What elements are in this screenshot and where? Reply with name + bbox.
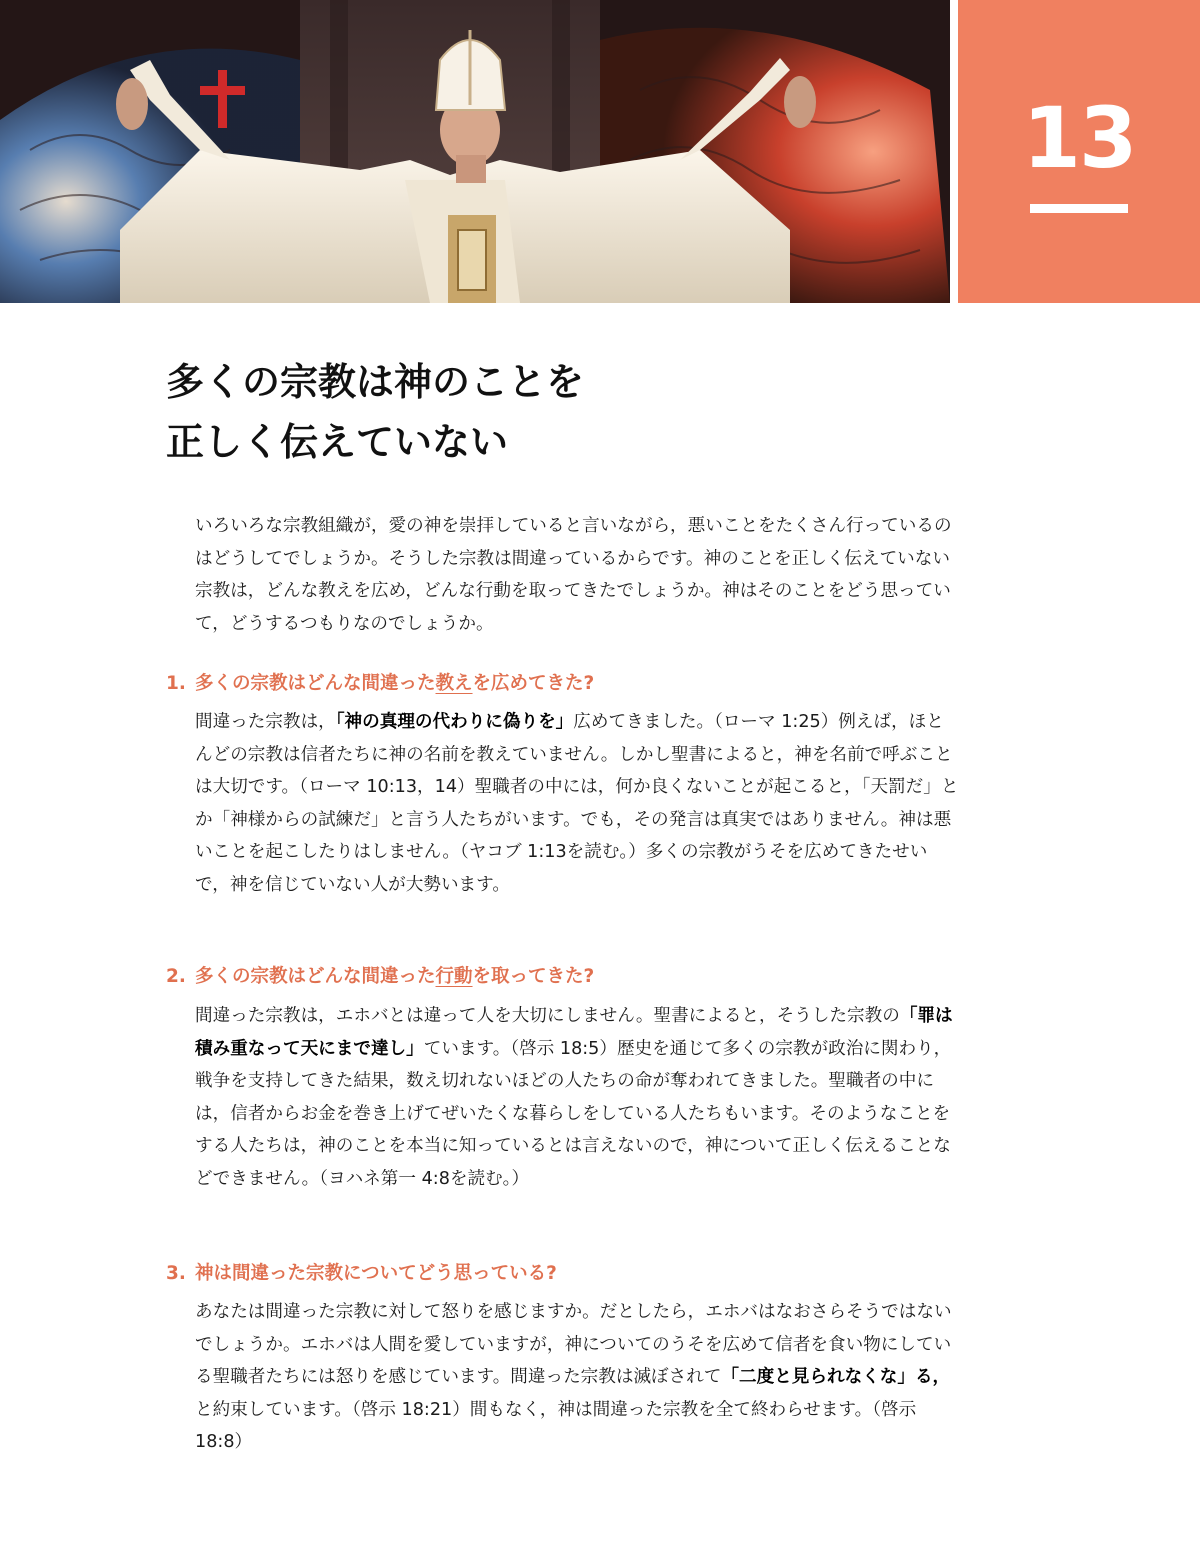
section-1-body-text: 間違った宗教は， [195,712,336,732]
section-3-heading-text: 神は間違った宗教についてどう思っている? [195,1263,557,1284]
section-2-heading-text: 多くの宗教はどんな間違った [195,966,436,987]
section-2-heading-emphasis: 行動 [435,966,473,987]
title-line-1: 多くの宗教は神のことを [166,360,585,404]
section-3-body [195,1296,960,1459]
section-2-body-text: 間違った宗教は，エホバとは違って人を大切にしません。聖書によると，そうした宗教の [195,1006,900,1026]
section-1-heading [166,671,966,697]
section-2-scripture-quote: 「罪は積み重なって天にまで達し」 [195,1006,953,1059]
section-3-heading [166,1261,966,1287]
section-1-heading-tail: を広めてきた? [472,673,595,694]
lesson-number-underline [1030,204,1128,213]
section-2-heading [166,964,966,990]
lesson-number-box [958,0,1200,303]
section-2-body-tail: ています。（啓示 18:5）歴史を通じて多くの宗教が政治に関わり，戦争を支持してきた結果，数え切れないほどの人たちの命が奪われてきました。聖職者の中には，信者からお金を巻き上げてぜいたくな暮らしをしている人たちもいます。そのようなことをする人たちは，神のことを本当に知っているとは言えないので，神について正しく伝えることなどできません。（ヨハネ第一 4:8を読む。） [195,1038,952,1189]
section-2-number: 2. [166,966,186,987]
section-3-body-tail: と約束しています。（啓示 18:21）間もなく，神は間違った宗教を全て終わらせます。（啓示 18:8） [195,1399,917,1452]
lesson-number: 13 [1022,89,1136,187]
section-1-number: 1. [166,673,186,694]
section-1-heading-text: 多くの宗教はどんな間違った [195,673,436,694]
clergyman-illustration [0,0,950,303]
section-3-scripture-quote: 「二度と見られなくな」る， [721,1367,951,1387]
section-2-heading-tail: を取ってきた? [472,966,595,987]
section-3-number: 3. [166,1263,186,1284]
section-1-body-tail: 広めてきました。（ローマ 1:25）例えば，ほとんどの宗教は信者たちに神の名前を教えていません。しかし聖書によると，神を名前で呼ぶことは大切です。（ローマ 10:13，14）聖職者の中には，何か良くないことが起こると，「天罰だ」とか「神様からの試練だ」と言う人たちがいます。でも，その発言は真実ではありません。神は悪いことを起こしたりはしません。（ヤコブ 1:13を読む。）多くの宗教がうそを広めてきたせいで，神を信じていない人が大勢います。 [195,712,959,895]
section-1-scripture-quote: 「神の真理の代わりに偽りを」 [335,712,574,732]
hero-image [0,0,950,303]
intro-paragraph: いろいろな宗教組織が，愛の神を崇拝していると言いながら，悪いことをたくさん行っているのはどうしてでしょうか。そうした宗教は間違っているからです。神のことを正しく伝えていない宗教は，どんな教えを広め，どんな行動を取ってきたでしょうか。神はそのことをどう思っていて，どうするつもりなのでしょうか。 [195,516,952,634]
section-1-heading-emphasis: 教え [435,673,473,694]
title-line-2: 正しく伝えていない [166,420,509,464]
section-1-body [195,706,960,901]
section-3-body-text: あなたは間違った宗教に対して怒りを感じますか。だとしたら，エホバはなおさらそうではないでしょうか。エホバは人間を愛していますが，神についてのうそを広めて信者を食い物にしている聖職者たちには怒りを感じています。間違った宗教は滅ぼされて [195,1302,952,1387]
page-title [166,352,926,472]
section-2-body [195,1000,960,1195]
